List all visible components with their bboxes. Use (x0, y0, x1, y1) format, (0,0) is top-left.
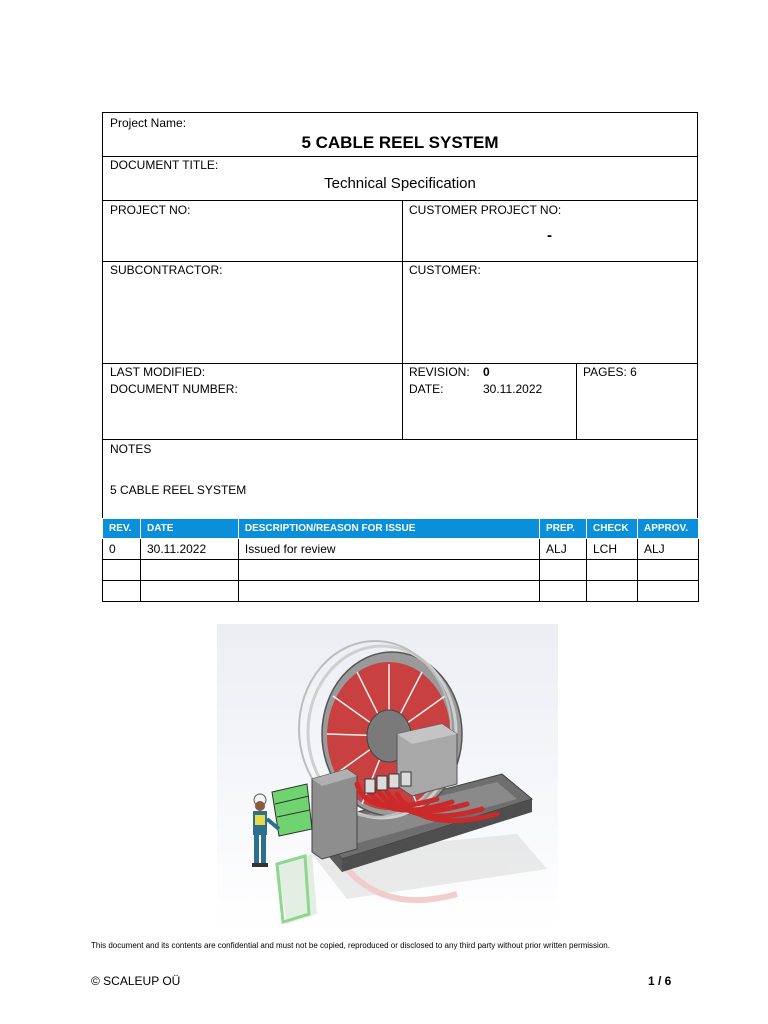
cell-date (140, 560, 238, 581)
notes-text: 5 CABLE REEL SYSTEM (110, 483, 247, 497)
document-title: Technical Specification (324, 175, 476, 192)
cable-reel-illustration (217, 624, 558, 931)
page-number: 1 / 6 (648, 974, 672, 988)
cell-approv (637, 581, 698, 602)
date-value: 30.11.2022 (483, 382, 543, 396)
cell-rev (103, 581, 141, 602)
subcontractor-label: SUBCONTRACTOR: (110, 263, 223, 277)
project-name-label: Project Name: (110, 116, 187, 130)
revision-table-header (103, 519, 699, 539)
column-divider (402, 201, 403, 439)
cell-rev: 0 (103, 539, 141, 560)
cell-date (140, 581, 238, 602)
revision-label: REVISION: (409, 365, 470, 379)
project-info-grid (102, 200, 698, 440)
table-row (103, 539, 699, 560)
customer-project-no-value: - (547, 227, 552, 244)
cell-rev (103, 560, 141, 581)
header-date: DATE (140, 519, 238, 539)
header-check: CHECK (587, 519, 638, 539)
cell-check: LCH (587, 539, 638, 560)
project-name-box (102, 112, 698, 157)
header-description: DESCRIPTION/REASON FOR ISSUE (238, 519, 539, 539)
cell-approv (637, 560, 698, 581)
row-divider (103, 363, 697, 364)
row-divider (103, 261, 697, 262)
revision-value: 0 (483, 365, 490, 379)
customer-label: CUSTOMER: (409, 263, 481, 277)
project-no-label: PROJECT NO: (110, 203, 191, 217)
revision-table (102, 518, 699, 602)
table-row (103, 560, 699, 581)
table-row (103, 581, 699, 602)
cell-prep: ALJ (540, 539, 587, 560)
document-title-label: DOCUMENT TITLE: (110, 158, 219, 172)
cell-description (238, 581, 539, 602)
cell-check (587, 560, 638, 581)
header-prep: PREP. (540, 519, 587, 539)
confidentiality-notice: This document and its contents are confidential and must not be copied, reproduced or disclosed to any third party without prior written permission. (91, 941, 610, 950)
project-name: 5 CABLE REEL SYSTEM (301, 133, 499, 152)
customer-project-no-label: CUSTOMER PROJECT NO: (409, 203, 562, 217)
copyright: © SCALEUP OÜ (91, 974, 181, 988)
cell-date: 30.11.2022 (140, 539, 238, 560)
header-rev: REV. (103, 519, 141, 539)
last-modified-label: LAST MODIFIED: (110, 365, 206, 379)
pages-divider (576, 363, 577, 439)
cell-prep (540, 560, 587, 581)
cell-description: Issued for review (238, 539, 539, 560)
cell-description (238, 560, 539, 581)
notes-label: NOTES (110, 442, 152, 456)
cell-check (587, 581, 638, 602)
date-label: DATE: (409, 382, 444, 396)
notes-box (102, 439, 698, 519)
pages-label: PAGES: 6 (583, 365, 637, 379)
cell-prep (540, 581, 587, 602)
cell-approv: ALJ (637, 539, 698, 560)
document-number-label: DOCUMENT NUMBER: (110, 382, 238, 396)
document-title-box (102, 156, 698, 201)
header-approv: APPROV. (637, 519, 698, 539)
